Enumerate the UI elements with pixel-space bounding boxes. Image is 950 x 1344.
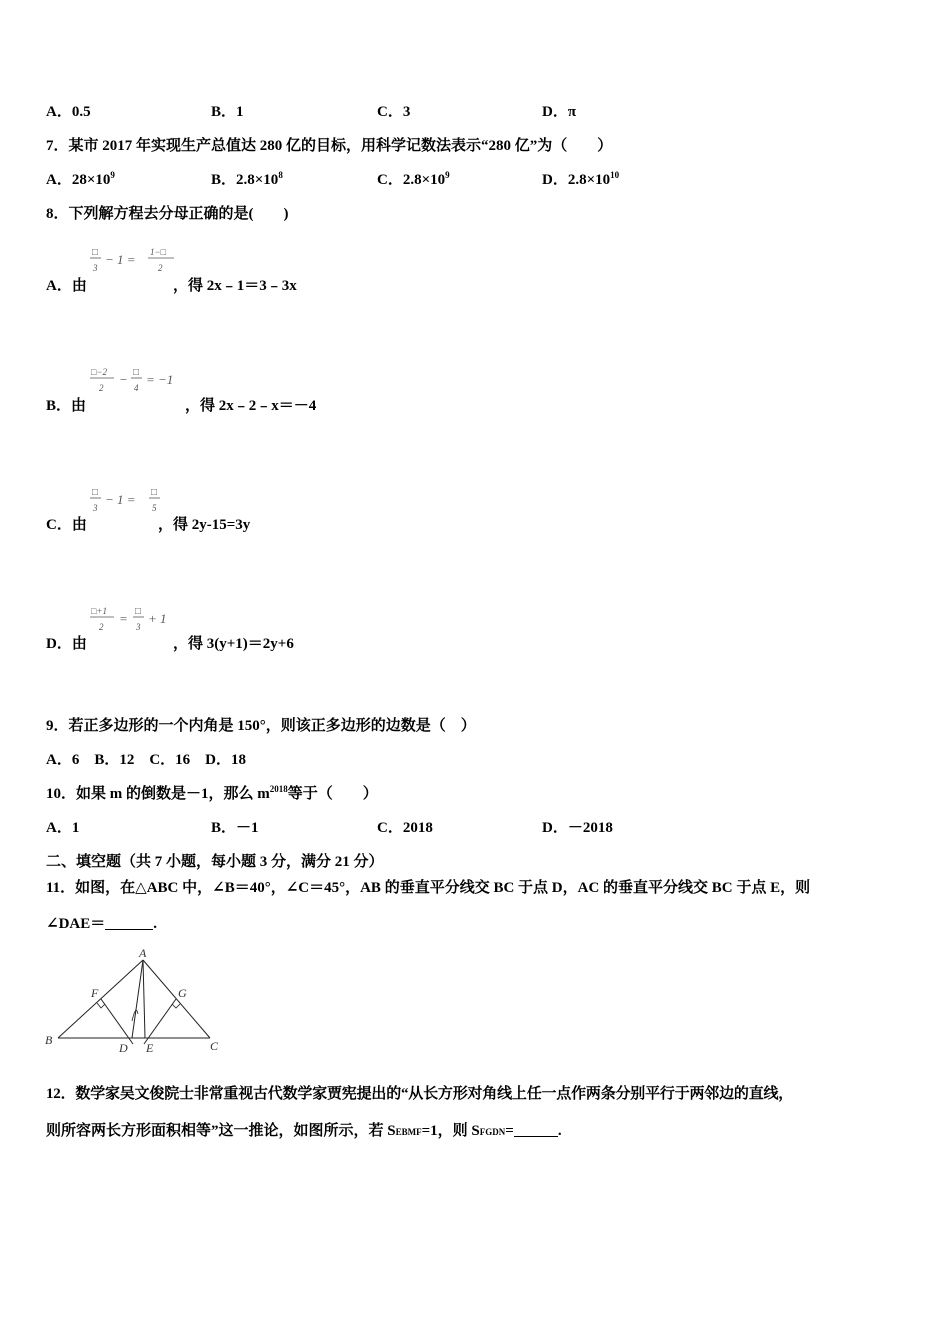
q8-c-equation <box>88 484 173 516</box>
eq-a-left-numerator: □ <box>92 247 99 258</box>
eq-b-mid-denominator: 4 <box>134 383 139 393</box>
eq-c-middle: − 1 = <box>105 492 136 507</box>
q10-option-a: A．1 <box>46 820 80 836</box>
q6-option-a: A．0.5 <box>46 104 91 120</box>
q8-option-c-result: ，得 2y-15=3y <box>158 517 251 533</box>
label-C: C <box>210 1039 219 1053</box>
label-B: B <box>45 1033 53 1047</box>
eq-d-equals: = <box>119 611 128 626</box>
q10-option-d: D．－2018 <box>542 820 613 836</box>
q9-stem: 9．若正多边形的一个内角是 150°，则该正多边形的边数是（ ） <box>46 718 476 734</box>
eq-b-left-numerator: □−2 <box>91 367 108 377</box>
q8-option-d-result: ，得 3(y+1)＝2y+6 <box>173 636 294 652</box>
q11-line-1: 11．如图，在△ABC 中，∠B＝40°，∠C＝45°，AB 的垂直平分线交 BC 于点 D，AC 的垂直平分线交 BC 于点 E，则 <box>46 880 811 896</box>
eq-a-right-denominator: 2 <box>158 263 163 273</box>
eq-b-rhs: = −1 <box>146 372 174 387</box>
q8-option-a-label: A．由 <box>46 278 87 294</box>
eq-b-mid-numerator: □ <box>133 367 140 378</box>
q8-a-equation <box>88 244 183 276</box>
q8-stem: 8．下列解方程去分母正确的是( ) <box>46 206 289 222</box>
q12-line-1: 12．数学家吴文俊院士非常重视古代数学家贾宪提出的“从长方形对角线上任一点作两条分别平行于两邻边的直线， <box>46 1086 794 1102</box>
q8-option-d-label: D．由 <box>46 636 87 652</box>
q8-option-b-result: ，得 2x﹣2﹣x＝－4 <box>185 398 317 414</box>
q11-line-2: ∠DAE＝ . <box>46 916 157 932</box>
eq-c-left-denominator: 3 <box>93 503 98 513</box>
q12-line-2: 则所容两长方形面积相等”这一推论，如图所示，若 SEBMF=1，则 SFGDN= . <box>46 1123 562 1139</box>
q7-option-d: D．$2.8\times 10^{10}$ <box>542 170 620 188</box>
eq-a-middle: − 1 = <box>105 252 136 267</box>
eq-d-right-numerator: □ <box>135 606 142 617</box>
eq-d-right-denominator: 3 <box>136 622 141 632</box>
eq-a-left-denominator: 3 <box>93 263 98 273</box>
q6-option-c: C．3 <box>377 104 411 120</box>
q8-option-a-result: ，得 2x﹣1＝3﹣3x <box>173 278 297 294</box>
q8-option-b-label: B．由 <box>46 398 87 414</box>
eq-c-right-numerator: □ <box>151 487 158 498</box>
eq-a-right-numerator: 1−□ <box>150 247 167 257</box>
label-F: F <box>91 986 99 1000</box>
eq-b-left-denominator: 2 <box>99 383 104 393</box>
eq-b-operator: − <box>119 372 128 387</box>
q7-option-a: A．$28\times 10^9$ <box>46 170 115 188</box>
eq-d-left-denominator: 2 <box>99 622 104 632</box>
label-D: D <box>119 1041 128 1055</box>
label-A: A <box>139 946 147 960</box>
q10-option-c: C．2018 <box>377 820 433 836</box>
section-2-heading: 二、填空题（共 7 小题，每小题 3 分，满分 21 分） <box>46 854 384 870</box>
eq-c-left-numerator: □ <box>92 487 99 498</box>
eq-d-left-numerator: □+1 <box>91 606 108 616</box>
q10-stem: 10．如果 m 的倒数是－1，那么 $m^{2018}$等于（ ） <box>46 784 378 802</box>
eq-c-right-denominator: 5 <box>152 503 157 513</box>
q8-d-equation <box>88 603 188 635</box>
q12-answer-blank[interactable] <box>514 1122 558 1137</box>
label-G: G <box>178 986 187 1000</box>
q7-option-c: C．$2.8\times 10^9$ <box>377 170 450 188</box>
q9-options: A．6 B．12 C．16 D．18 <box>46 752 247 768</box>
q6-option-d: D．π <box>542 104 577 120</box>
q8-option-c-label: C．由 <box>46 517 87 533</box>
q10-option-b: B．－1 <box>211 820 259 836</box>
q11-answer-blank[interactable] <box>105 915 153 930</box>
q7-option-b: B．$2.8\times 10^8$ <box>211 170 283 188</box>
eq-d-tail: + 1 <box>148 611 167 626</box>
q7-stem: 7．某市 2017 年实现生产总值达 280 亿的目标，用科学记数法表示“280 亿”为（ ） <box>46 138 613 154</box>
q8-b-equation <box>88 364 198 396</box>
label-E: E <box>146 1041 154 1055</box>
q6-option-b: B．1 <box>211 104 244 120</box>
q11-triangle-figure <box>40 944 230 1061</box>
